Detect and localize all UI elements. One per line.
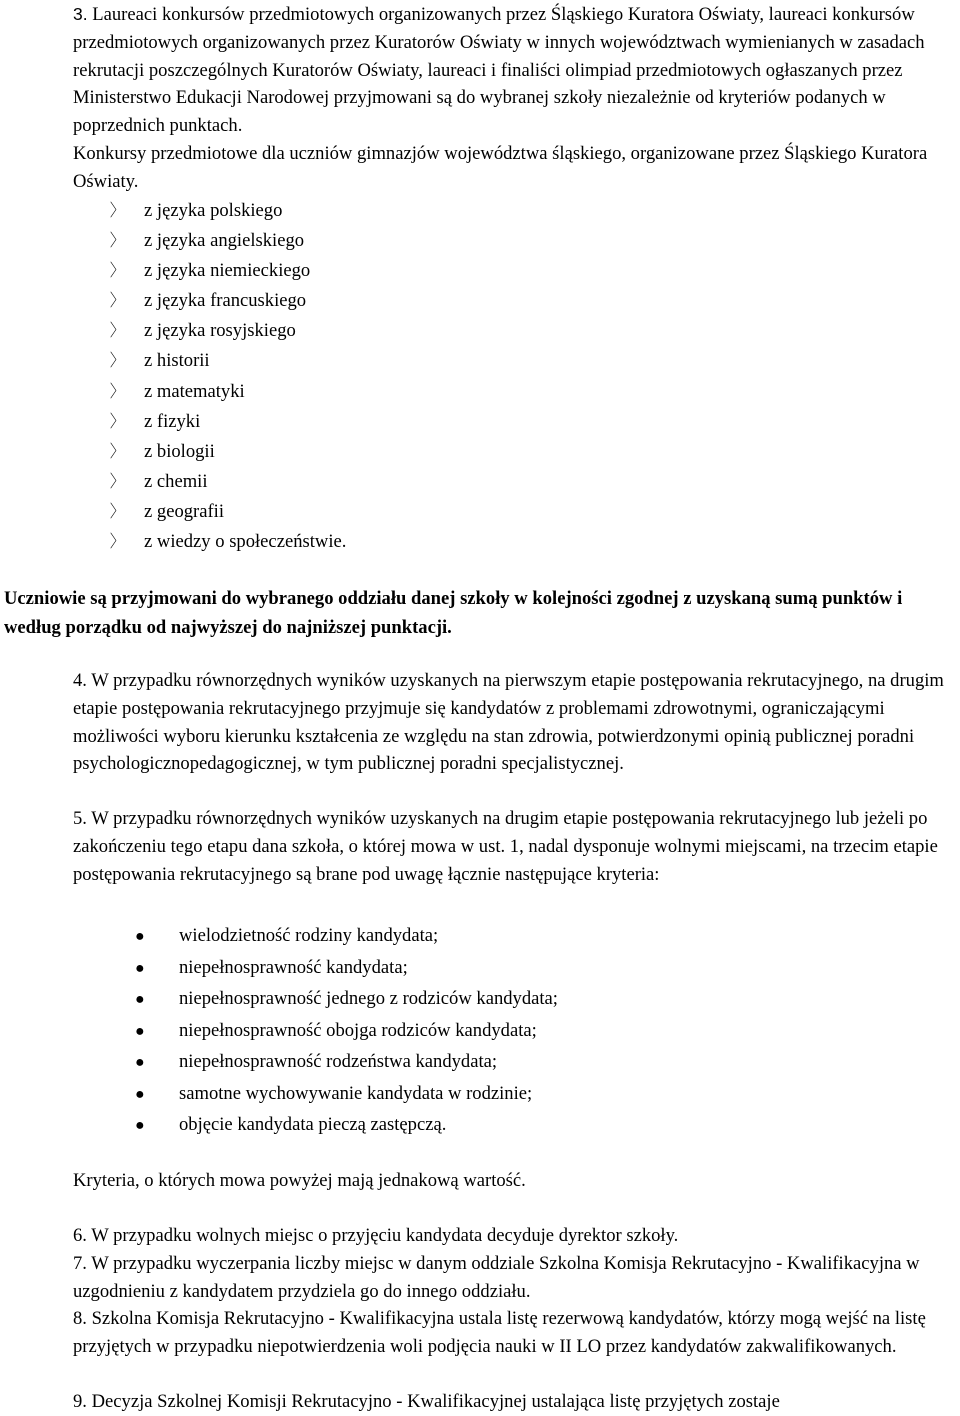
paragraph-item-5: 5. W przypadku równorzędnych wyników uzyskanych na drugim etapie postępowania rekrutacyjnego lub jeżeli po zakończeniu tego etapu dana szkoła, o której mowa w ust. 1, nadal dysponuje wolnymi miejscami, na trzecim etapie postępowania rekrutacyjnego są brane pod uwagę łącznie następujące kryteria: [73, 808, 938, 885]
list-item: 〉 z matematyki [110, 377, 346, 407]
chevron-right-icon: 〉 [110, 441, 124, 461]
list-item: 〉 z historii [110, 346, 346, 376]
list-item: 〉 z języka rosyjskiego [110, 316, 346, 346]
chevron-right-icon: 〉 [110, 261, 124, 281]
list-item: 〉 z geografii [110, 497, 346, 527]
paragraph-item-4: 4. W przypadku równorzędnych wyników uzyskanych na pierwszym etapie postępowania rekrutacyjnego, na drugim etapie postępowania rekrutacyjnego przyjmuje się kandydatów z problemami zdrowotnymi, ograniczającymi możliwości wyboru kierunku kształcenia ze względu na stan zdrowia, potwierdzonymi opinią publicznej poradni psychologicznopedagogicznej, w tym publicznej poradni specjalistycznej. [73, 670, 944, 775]
chevron-right-icon: 〉 [110, 231, 124, 251]
bullet-icon: ● [135, 959, 145, 977]
bullet-icon: ● [135, 991, 145, 1008]
list-item: 〉 z języka polskiego [110, 196, 346, 226]
chevron-right-icon: 〉 [110, 471, 124, 491]
list-item: 〉 z chemii [110, 467, 346, 497]
item-3-number: 3. [73, 4, 88, 24]
chevron-right-icon: 〉 [110, 351, 124, 371]
paragraph-item-6: 6. W przypadku wolnych miejsc o przyjęciu kandydata decyduje dyrektor szkoły. [73, 1225, 679, 1246]
list-item: 〉 z fizyki [110, 407, 346, 437]
subject-list [110, 196, 346, 557]
chevron-right-icon: 〉 [110, 532, 124, 552]
list-item: ● niepełnosprawność kandydata; [135, 952, 558, 984]
competitions-intro: Konkursy przedmiotowe dla uczniów gimnazjów województwa śląskiego, organizowane przez Śląskiego Kuratora Oświaty. [73, 142, 928, 192]
criteria-note: Kryteria, o których mowa powyżej mają jednakową wartość. [73, 1170, 526, 1191]
paragraph-item-3 [73, 1, 957, 196]
list-item: ● wielodzietność rodziny kandydata; [135, 920, 558, 952]
chevron-right-icon: 〉 [110, 501, 124, 521]
paragraph-item-8: 8. Szkolna Komisja Rekrutacyjno - Kwalifikacyjna ustala listę rezerwową kandydatów, którzy mogą wejść na listę przyjętych w przypadku niepotwierdzenia woli podjęcia nauki w II LO przez kandydatów zakwalifikowanych. [73, 1308, 926, 1357]
chevron-right-icon: 〉 [110, 321, 124, 341]
chevron-right-icon: 〉 [110, 201, 124, 220]
paragraph-item-7: 7. W przypadku wyczerpania liczby miejsc w danym oddziale Szkolna Komisja Rekrutacyjno - Kwalifikacyjna w uzgodnieniu z kandydatem przydziela go do innego oddziału. [73, 1253, 920, 1302]
paragraph-item-9: 9. Decyzja Szkolnej Komisji Rekrutacyjno - Kwalifikacyjnej ustalająca listę przyjętych zostaje [73, 1391, 780, 1412]
list-item: ● niepełnosprawność jednego z rodziców kandydata; [135, 983, 558, 1015]
list-item: 〉 z języka francuskiego [110, 286, 346, 316]
list-item: 〉 z języka niemieckiego [110, 256, 346, 286]
bullet-icon: ● [135, 1117, 145, 1134]
chevron-right-icon: 〉 [110, 291, 124, 311]
list-item: ● samotne wychowywanie kandydata w rodzinie; [135, 1078, 558, 1110]
list-item: ● niepełnosprawność rodzeństwa kandydata; [135, 1046, 558, 1078]
criteria-list [135, 920, 558, 1141]
list-item: 〉 z języka angielskiego [110, 226, 346, 256]
chevron-right-icon: 〉 [110, 411, 124, 431]
list-item: ● objęcie kandydata pieczą zastępczą. [135, 1109, 558, 1141]
list-item: ● niepełnosprawność obojga rodziców kandydata; [135, 1015, 558, 1047]
bullet-icon: ● [135, 1022, 145, 1040]
bullet-icon: ● [135, 928, 145, 945]
bullet-icon: ● [135, 1054, 145, 1071]
list-item: 〉 z biologii [110, 437, 346, 467]
item-3-text: Laureaci konkursów przedmiotowych organizowanych przez Śląskiego Kuratora Oświaty, laureaci konkursów przedmiotowych organizowanych przez Kuratorów Oświaty w innych województwach wymienianych w zasadach rekrutacji poszczególnych Kuratorów Oświaty, laureaci i finaliści olimpiad przedmiotowych ogłaszanych przez Ministerstwo Edukacji Narodowej przyjmowani są do wybranej szkoły niezależnie od kryteriów podanych w poprzednich punktach. [73, 4, 925, 137]
admission-note: Uczniowie są przyjmowani do wybranego oddziału danej szkoły w kolejności zgodnej z uzyskaną sumą punktów i według porządku od najwyższej do najniższej punktacji. [4, 588, 903, 638]
bullet-icon: ● [135, 1085, 145, 1103]
list-item: 〉 z wiedzy o społeczeństwie. [110, 527, 346, 557]
chevron-right-icon: 〉 [110, 381, 124, 401]
